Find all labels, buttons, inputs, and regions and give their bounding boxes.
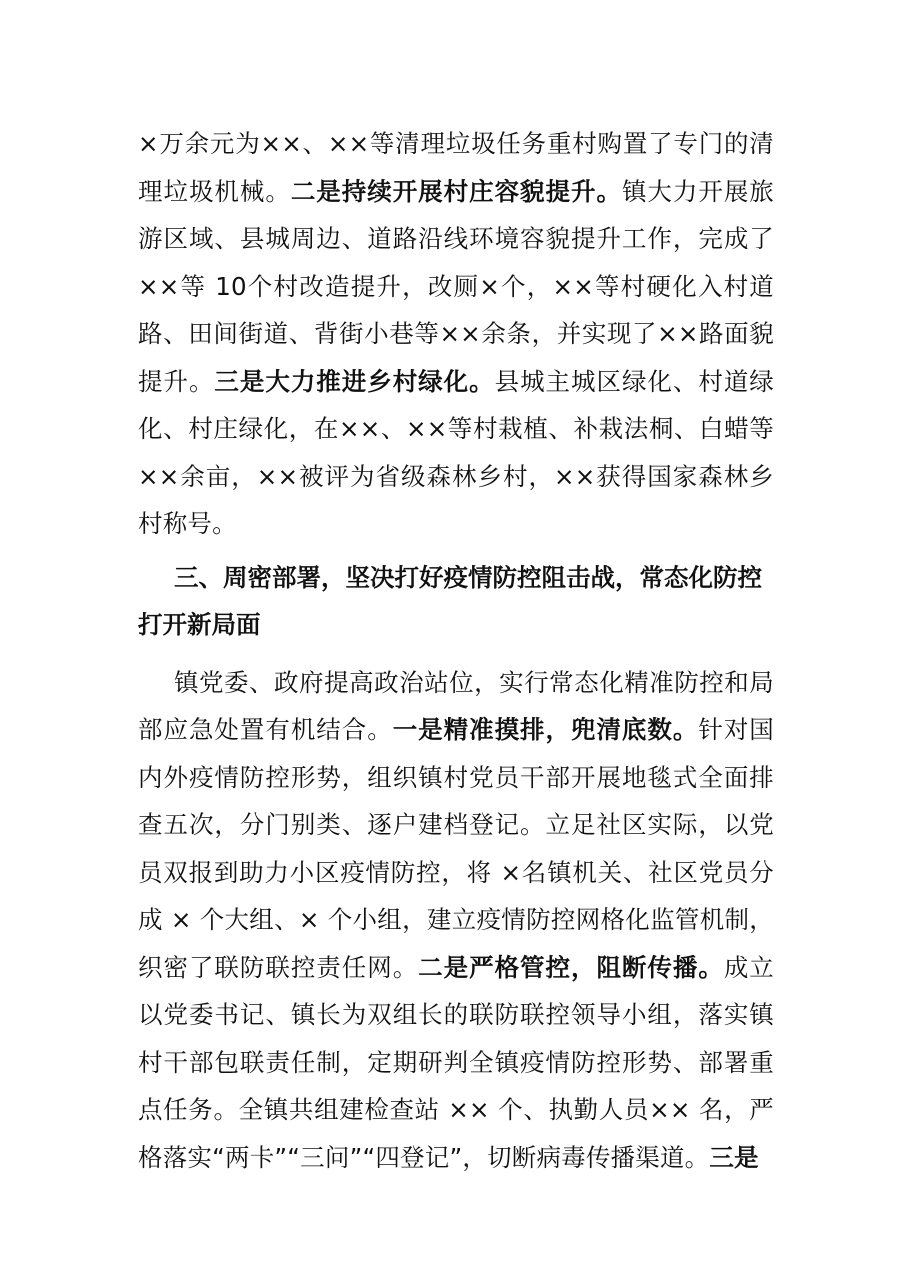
lead-sentence-screening: 一是精准摸排，兜清底数。 [392,715,699,744]
paragraph-text: 成立以党委书记、镇长为双组长的联防联控领导小组，落实镇村干部包联责任制，定期研判全镇疫情防控形势、部署重点任务。全镇共组建检查站 ×× 个、执勤人员×× 名，严格落实“两卡”“三问”“四登记”，切断病毒传播渠道。 [138,952,774,1172]
paragraph-rural-improvement [138,120,774,548]
paragraph-text: 镇大力开展旅游区域、县城周边、道路沿线环境容貌提升工作，完成了××等 10个村改造提升，改厕×个，××等村硬化入村道路、田间街道、背街小巷等××余条，并实现了××路面貌提升。 [138,176,775,396]
paragraph-epidemic-control [138,659,774,1182]
paragraph-text: 县城主城区绿化、村道绿化、村庄绿化，在××、××等村栽植、补栽法桐、白蜡等××余亩，××被评为省级森林乡村，××获得国家森林乡村称号。 [138,366,774,538]
lead-sentence-village-appearance: 二是持续开展村庄容貌提升。 [290,176,622,206]
lead-sentence-rural-greening: 三是大力推进乡村绿化。 [214,366,495,396]
paragraph-text: 针对国内外疫情防控形势，组织镇村党员干部开展地毯式全面排查五次，分门别类、逐户建档登记。立足社区实际，以党员双报到助力小区疫情防控，将 ×名镇机关、社区党员分成 × 个大组、× 个小组，建立疫情防控网格化监管机制，织密了联防联控责任网。 [138,715,774,982]
lead-sentence-third: 三是 [709,1142,759,1172]
lead-sentence-control: 二是严格管控，阻断传播。 [418,952,724,982]
section-heading: 三、周密部署，坚决打好疫情防控阻击战，常态化防控打开新局面 [138,562,762,639]
paragraph-text: ×万余元为××、××等清理垃圾任务重村购置了专门的清理垃圾机械。 [138,129,774,206]
document-page [138,120,774,1181]
paragraph-text: 镇党委、政府提高政治站位，实行常态化精准防控和局部应急处置有机结合。 [138,667,774,744]
